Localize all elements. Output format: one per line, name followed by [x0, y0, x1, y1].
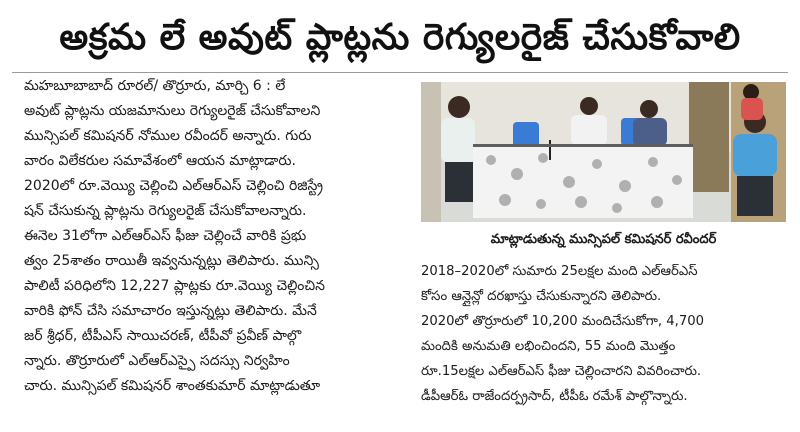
- article-line: చారు. మున్సిపల్ కమిషనర్ శాంతకుమార్ మాట్లాడుతూ: [24, 378, 321, 394]
- article-line: జర్ శ్రీధర్, టీపీఎస్ సాయిచరణ్, టీపీవో ప్రవీణ్ పాల్గొ: [24, 328, 302, 344]
- article-body-right: [421, 259, 791, 424]
- article-line: ఈనెల 31లోగా ఎల్ఆర్ఎస్ ఫీజు చెల్లించే వారికి ప్రభు: [24, 228, 307, 244]
- article-line: వారికి ఫోన్ చేసి సమాచారం ఇస్తున్నట్లు తెలిపారు. మేనే: [24, 303, 317, 319]
- press-meet-photo: [421, 82, 786, 222]
- article-line: త్వం 25శాతం రాయితీ ఇవ్వనున్నట్లు తెలిపారు. మున్సి: [24, 253, 319, 269]
- article-line: కోసం ఆన్లైన్లో దరఖాస్తు చేసుకున్నారని తెలిపారు.: [421, 289, 662, 304]
- article-line: డీపీఆర్ఓ రాజేందర్ప్రసాద్, టీపీఓ రమేశ్ పాల్గొన్నారు.: [421, 389, 688, 404]
- article-line: న్నారు. తొర్రూరులో ఎల్ఆర్ఎస్పై సదస్సు నిర్వహిం: [24, 353, 290, 369]
- article-line: షన్ చేసుకున్న ప్లాట్లను రెగ్యులరైజ్ చేసుకోవాలన్నారు.: [24, 203, 307, 219]
- article-body-left: [24, 74, 410, 424]
- article-line: 2020లో తొర్రూరులో 10,200 మందిచేసుకోగా, 4,700: [421, 314, 705, 329]
- article-line: రూ.15లక్షల ఎల్ఆర్ఎస్ ఫీజు చెల్లించారని వివరించారు.: [421, 364, 702, 379]
- article-line: వారం విలేకరుల సమావేశంలో ఆయన మాట్లాడారు.: [24, 153, 296, 169]
- article-line: 2018–2020లో సుమారు 25లక్షల మంది ఎల్ఆర్ఎస్: [421, 264, 698, 279]
- headline-divider: [12, 72, 788, 73]
- article-line: మున్సిపల్ కమిషనర్ నోముల రవీందర్ అన్నారు. గురు: [24, 128, 312, 144]
- article-line: పాలిటీ పరిధిలోని 12,227 ప్లాట్లకు రూ.వెయ్యి చెల్లించిన: [24, 278, 325, 294]
- article-line: మందికి అనుమతి లభించిందని, 55 మంది మొత్తం: [421, 339, 676, 354]
- article-line: మహబూబాబాద్ రూరల్/ తొర్రూరు, మార్చి 6 : లే: [24, 78, 286, 94]
- article-line: అవుట్ ప్లాట్లను యజమానులు రెగ్యులరైజ్ చేసుకోవాలని: [24, 103, 321, 119]
- photo-caption: మాట్లాడుతున్న మున్సిపల్ కమిషనర్ రవీందర్: [490, 232, 717, 247]
- headline: అక్రమ లే అవుట్ ప్లాట్లను రెగ్యులరైజ్ చేసుకోవాలి: [59, 17, 741, 58]
- article-line: 2020లో రూ.వెయ్యి చెల్లించి ఎల్ఆర్ఎస్ చెల్లించి రిజిస్ట్రే: [24, 178, 323, 194]
